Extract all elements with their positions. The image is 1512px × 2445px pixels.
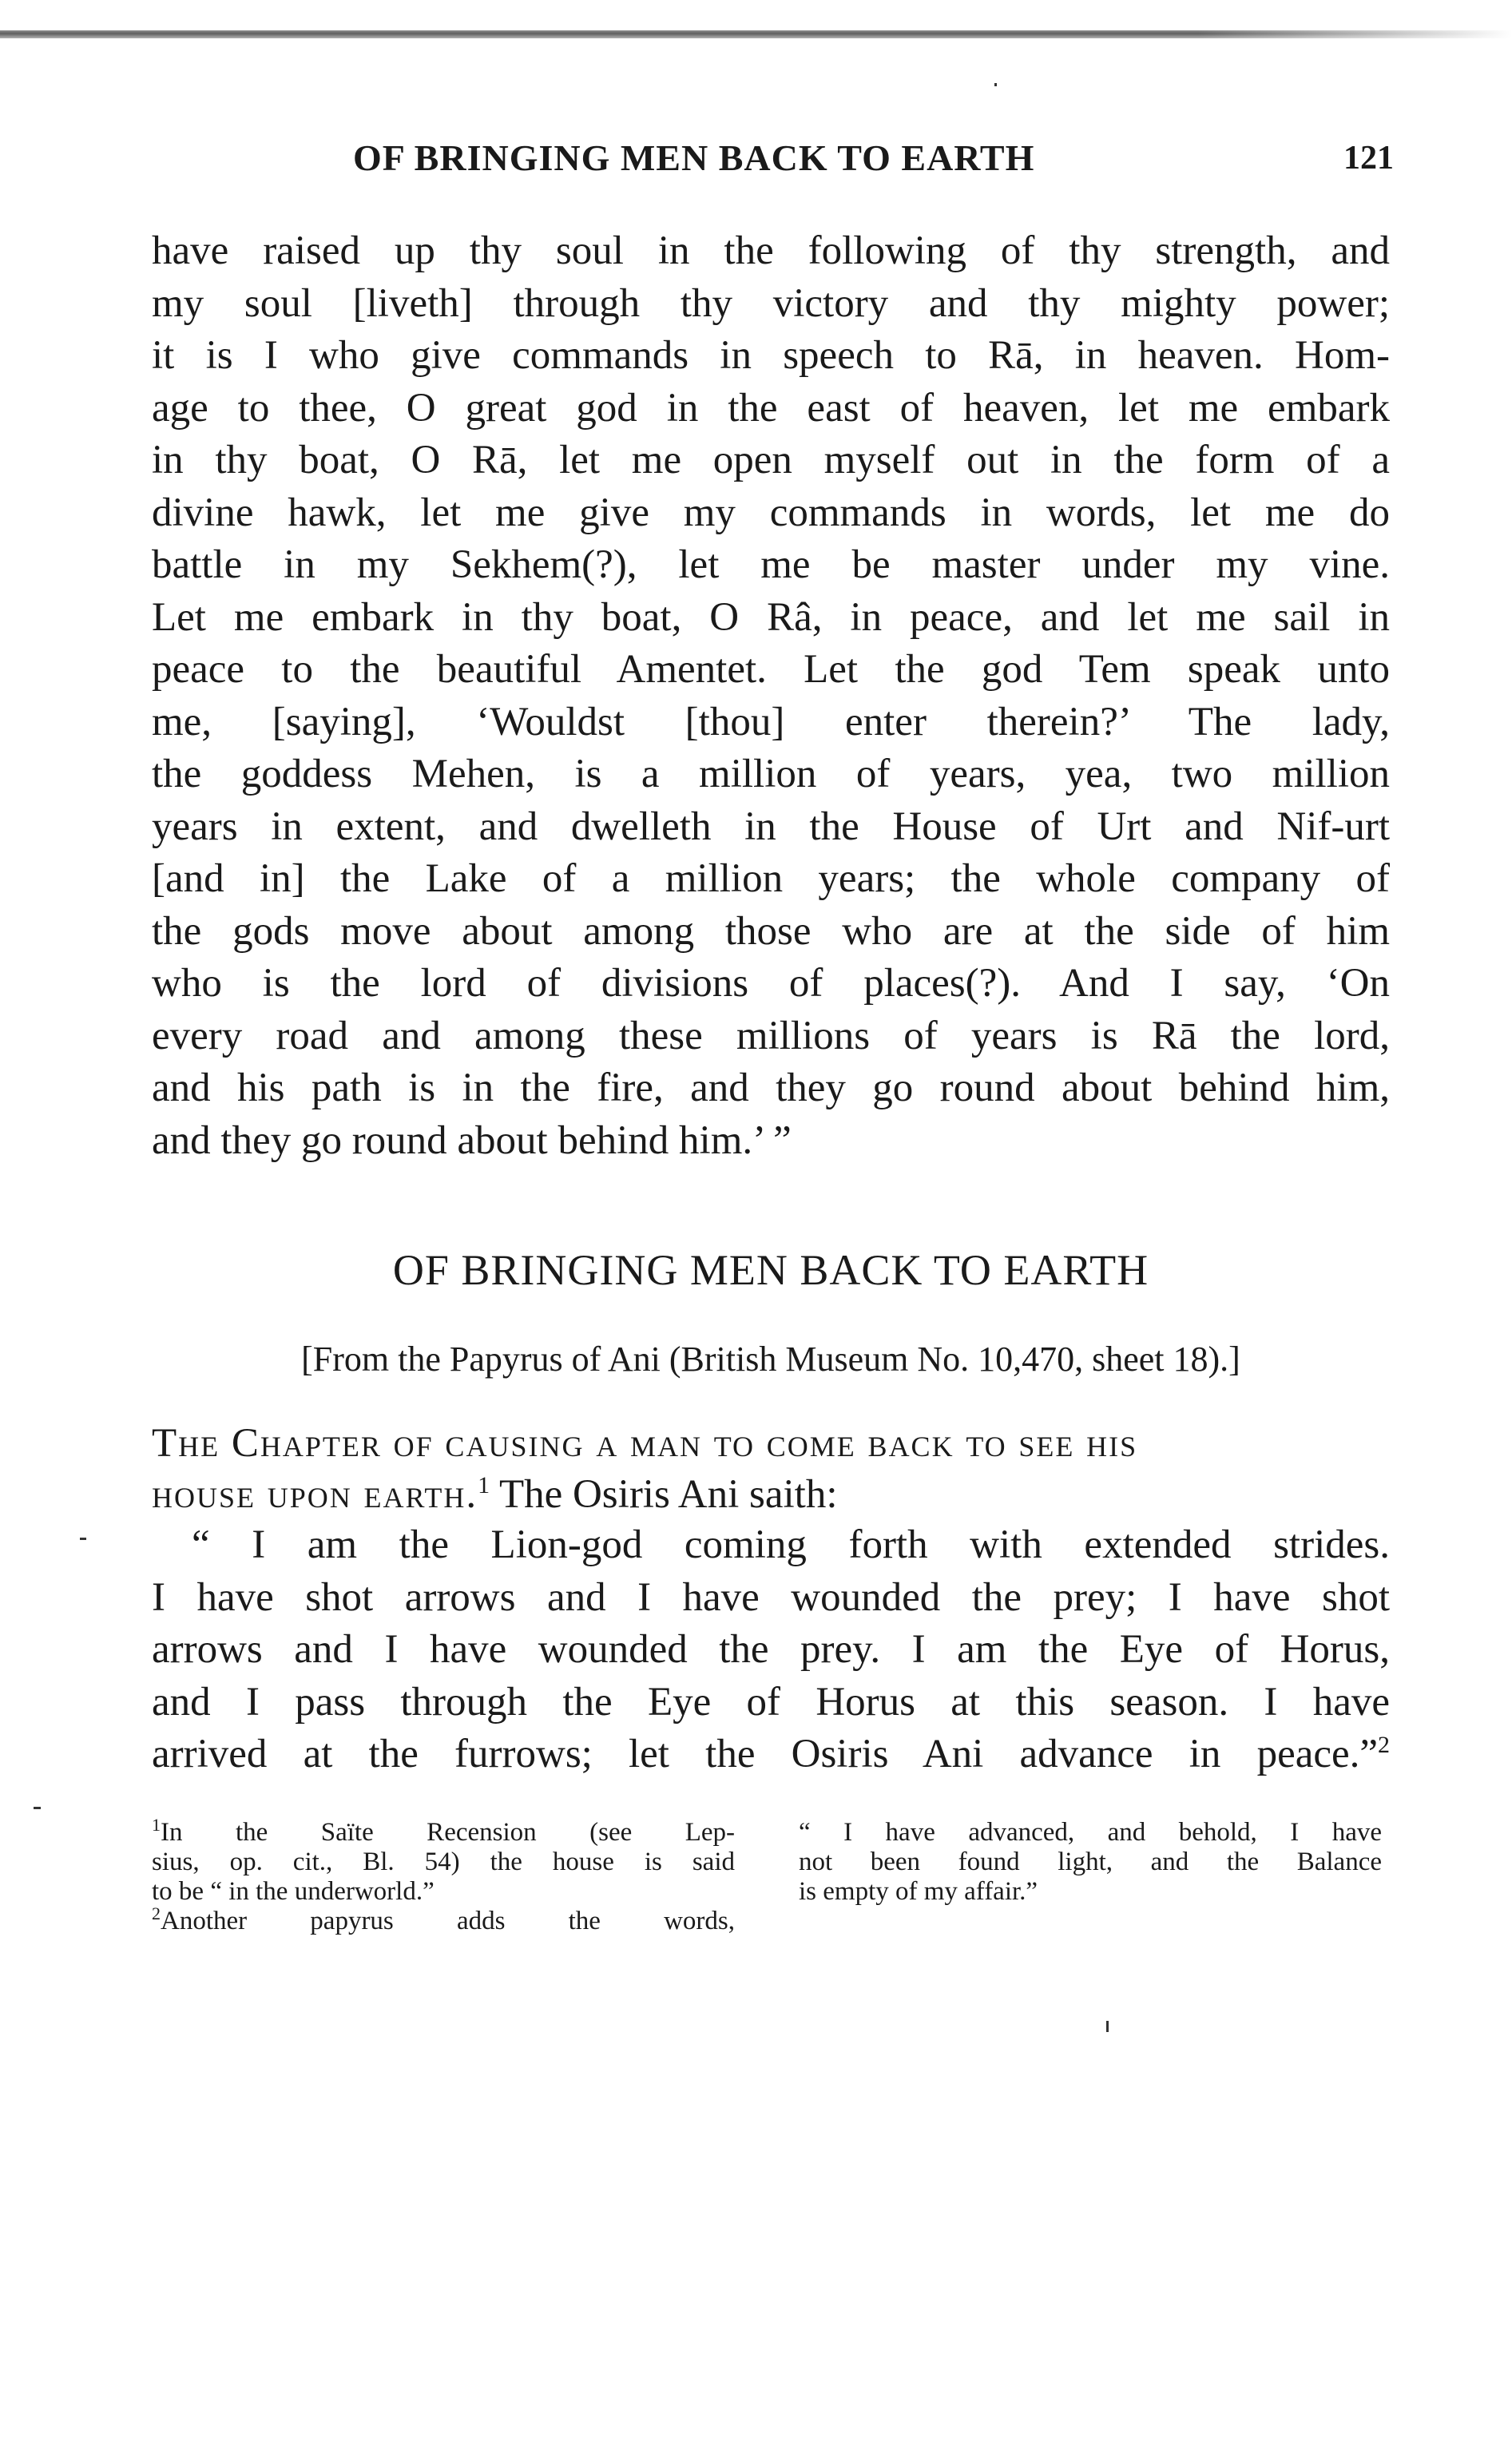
chapter-title-smallcaps: house upon earth. bbox=[152, 1472, 478, 1517]
footnote-line: is empty of my affair.” bbox=[799, 1877, 1038, 1906]
body-line: [and in] the Lake of a million years; the whole company of bbox=[152, 856, 1390, 901]
quote-line: arrows and I have wounded the prey. I am the Eye of Horus, bbox=[152, 1627, 1390, 1672]
body-line: the gods move about among those who are at the side of him bbox=[152, 908, 1390, 954]
footnote-line bbox=[152, 1815, 735, 1848]
page-number: 121 bbox=[1343, 140, 1394, 177]
ink-speck bbox=[994, 83, 997, 86]
body-line: my soul [liveth] through thy victory and thy mighty power; bbox=[152, 280, 1390, 326]
quote-line: and I pass through the Eye of Horus at this season. I have bbox=[152, 1679, 1390, 1725]
section-heading: OF BRINGING MEN BACK TO EARTH bbox=[392, 1246, 1149, 1294]
body-line: divine hawk, let me give my commands in words, let me do bbox=[152, 490, 1390, 535]
body-line: years in extent, and dwelleth in the House of Urt and Nif-urt bbox=[152, 804, 1390, 849]
chapter-title bbox=[152, 1418, 1390, 1520]
body-line: peace to the beautiful Amentet. Let the god Tem speak unto bbox=[152, 647, 1390, 692]
footnote-text: In the Saïte Recension (see Lep- bbox=[161, 1818, 735, 1847]
body-line: it is I who give commands in speech to Rā, in heaven. Hom- bbox=[152, 333, 1390, 378]
footnote-line bbox=[152, 1903, 735, 1936]
footnotes bbox=[152, 1815, 1394, 1935]
running-head bbox=[152, 134, 1394, 182]
footnote-number: 2 bbox=[152, 1903, 161, 1923]
footnote-line: “ I have advanced, and behold, I have bbox=[799, 1818, 1382, 1847]
body-line: me, [saying], ‘Wouldst [thou] enter therein?’ The lady, bbox=[152, 699, 1390, 744]
quote-line: “ I am the Lion-god coming forth with extended strides. bbox=[192, 1522, 1390, 1567]
body-text bbox=[152, 225, 1390, 1167]
body-line: every road and among these millions of years is Rā the lord, bbox=[152, 1013, 1390, 1058]
body-line: in thy boat, O Rā, let me open myself out in the form of a bbox=[152, 438, 1390, 482]
footnote-line: to be “ in the underworld.” bbox=[152, 1877, 435, 1906]
footnote-line: sius, op. cit., Bl. 54) the house is said bbox=[152, 1848, 735, 1876]
body-line: and they go round about behind him.’ ” bbox=[152, 1117, 792, 1163]
running-title: OF BRINGING MEN BACK TO EARTH bbox=[353, 137, 1035, 178]
body-line: age to thee, O great god in the east of heaven, let me embark bbox=[152, 385, 1390, 431]
footnote-line: not been found light, and the Balance bbox=[799, 1848, 1382, 1876]
chapter-title-line bbox=[152, 1469, 1390, 1520]
body-line: battle in my Sekhem(?), let me be master under my vine. bbox=[152, 542, 1390, 587]
quote-line-text: arrived at the furrows; let the Osiris Ani advance in peace.” bbox=[152, 1732, 1378, 1776]
body-line: the goddess Mehen, is a million of years, yea, two million bbox=[152, 752, 1390, 796]
footnote-text: Another papyrus adds the words, bbox=[161, 1907, 735, 1935]
footnote-number: 1 bbox=[152, 1815, 161, 1835]
body-line: have raised up thy soul in the following of thy strength, and bbox=[152, 228, 1390, 273]
footnotes-left-column bbox=[152, 1815, 735, 1936]
footnotes-right-column bbox=[799, 1818, 1382, 1907]
ink-speck bbox=[1106, 2021, 1109, 2032]
scan-edge-fade bbox=[1198, 30, 1512, 38]
footnote-ref: 1 bbox=[478, 1472, 490, 1498]
quote-line bbox=[152, 1729, 1390, 1781]
ink-speck bbox=[80, 1538, 86, 1540]
quote-block bbox=[152, 1519, 1390, 1781]
body-line: Let me embark in thy boat, O Râ, in peace, and let me sail in bbox=[152, 594, 1390, 640]
footnote-ref: 2 bbox=[1378, 1732, 1390, 1758]
body-line: who is the lord of divisions of places(?). And I say, ‘On bbox=[152, 961, 1390, 1006]
body-line: and his path is in the fire, and they go round about behind him, bbox=[152, 1066, 1390, 1110]
ink-speck bbox=[34, 1807, 41, 1809]
chapter-title-rest: The Osiris Ani saith: bbox=[490, 1472, 838, 1517]
chapter-title-line: The Chapter of causing a man to come back to see his bbox=[152, 1421, 1138, 1466]
quote-line: I have shot arrows and I have wounded the prey; I have shot bbox=[152, 1574, 1390, 1620]
source-note: [From the Papyrus of Ani (British Museum No. 10,470, sheet 18).] bbox=[301, 1340, 1240, 1379]
